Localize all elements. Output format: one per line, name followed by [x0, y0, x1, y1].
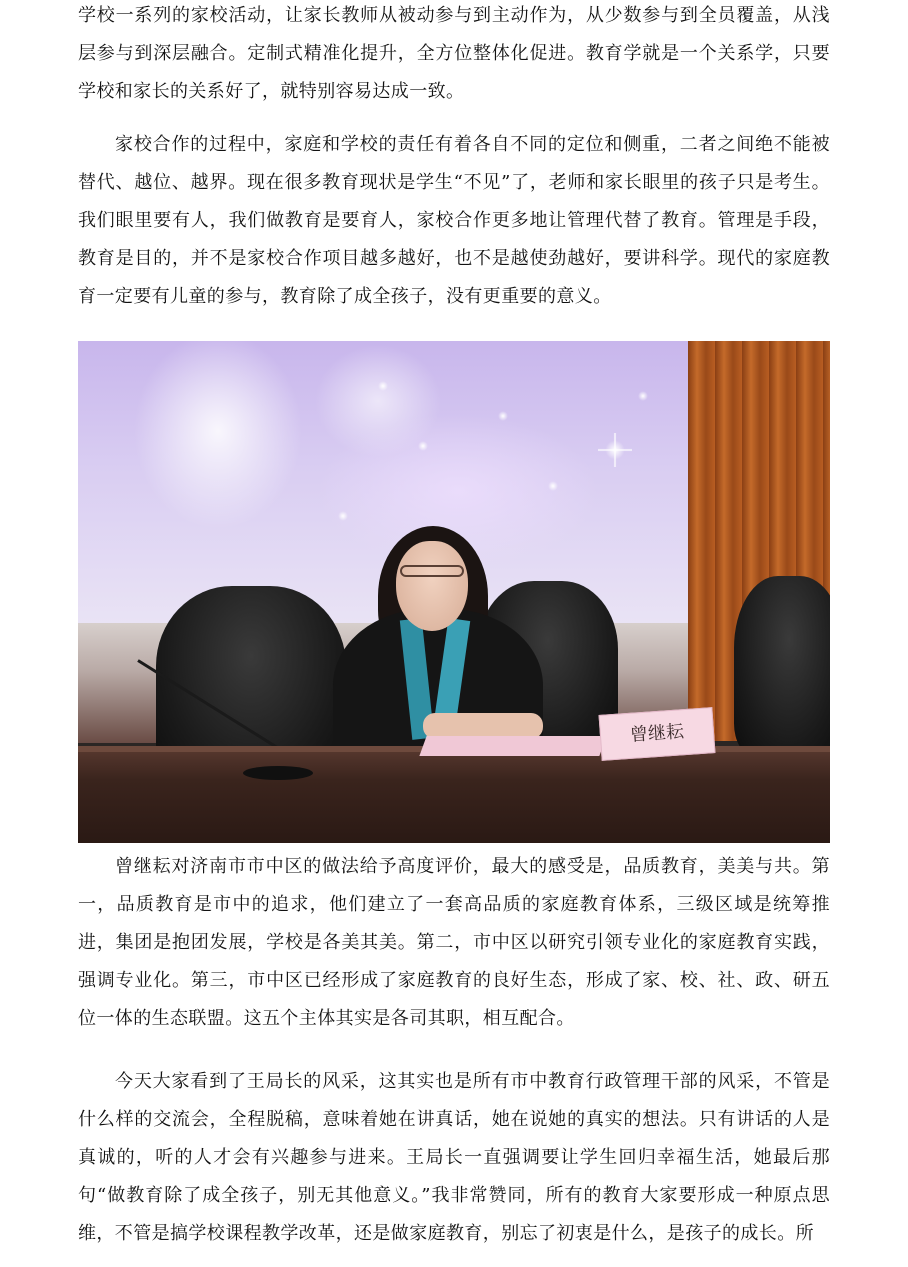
paragraph-4: 今天大家看到了王局长的风采，这其实也是所有市中教育行政管理干部的风采，不管是什么样的交流会，全程脱稿，意味着她在讲真话，她在说她的真实的想法。只有讲话的人是真诚的，听的人才会有兴趣参与进来。王局长一直强调要让学生回归幸福生活，她最后那句“做教育除了成全孩子，别无其他意义。”我非常赞同，所有的教育大家要形成一种原点思维，不管是搞学校课程教学改革，还是做家庭教育，别忘了初衷是什么，是孩子的成长。所	[78, 1071, 830, 1244]
conference-desk	[78, 746, 830, 843]
glasses-icon	[400, 565, 464, 577]
paragraph-3: 曾继耘对济南市市中区的做法给予高度评价，最大的感受是，品质教育，美美与共。第一，品质教育是市中的追求，他们建立了一套高品质的家庭教育体系，三级区域是统筹推进，集团是抱团发展，学校是各美其美。第二，市中区以研究引领专业化的家庭教育实践，强调专业化。第三，市中区已经形成了家庭教育的良好生态，形成了家、校、社、政、研五位一体的生态联盟。这五个主体其实是各司其职，相互配合。	[78, 856, 830, 1029]
name-plate: 曾继耘	[599, 707, 716, 761]
paragraph-2: 家校合作的过程中，家庭和学校的责任有着各自不同的定位和侧重，二者之间绝不能被替代、越位、越界。现在很多教育现状是学生“不见”了，老师和家长眼里的孩子只是考生。我们眼里要有人，我们做教育是要育人，家校合作更多地让管理代替了教育。管理是手段，教育是目的，并不是家校合作项目越多越好，也不是越使劲越好，要讲科学。现代的家庭教育一定要有儿童的参与，教育除了成全孩子，没有更重要的意义。	[78, 134, 830, 307]
sparkle-icon	[418, 441, 428, 451]
speaker-face	[396, 541, 468, 631]
sparkle-icon	[548, 481, 558, 491]
speaker-photo	[78, 341, 830, 843]
papers-on-desk	[419, 736, 606, 756]
chair	[734, 576, 830, 756]
paragraph-1: 学校一系列的家校活动，让家长教师从被动参与到主动作为，从少数参与到全员覆盖，从浅层参与到深层融合。定制式精准化提升，全方位整体化促进。教育学就是一个关系学，只要学校和家长的关系好了，就特别容易达成一致。	[78, 5, 830, 102]
sparkle-icon	[498, 411, 508, 421]
sparkle-icon	[638, 391, 648, 401]
sparkle-icon	[598, 433, 632, 467]
sparkle-icon	[338, 511, 348, 521]
microphone-base	[243, 766, 313, 780]
sparkle-icon	[378, 381, 388, 391]
